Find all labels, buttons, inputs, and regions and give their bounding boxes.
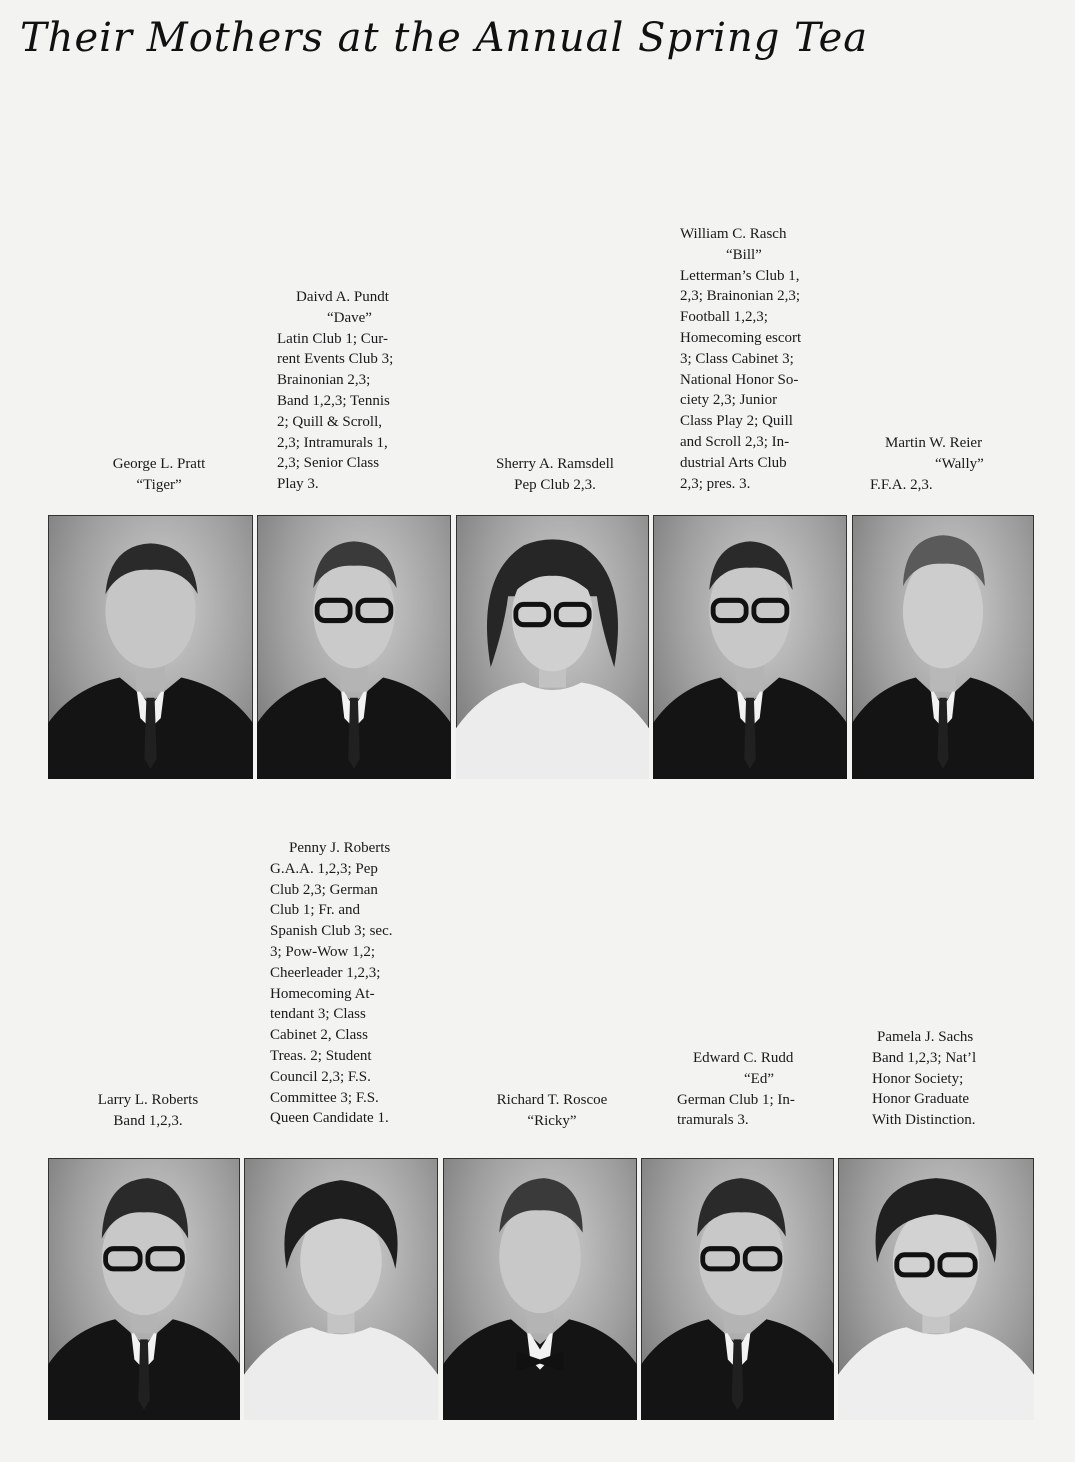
student-name: Pamela J. Sachs <box>877 1029 974 1045</box>
caption-line: With Distinction. <box>872 1112 976 1129</box>
caption-line: Spanish Club 3; sec. <box>270 923 393 940</box>
caption-line: Club 1; Fr. and <box>270 902 361 919</box>
student-name: Penny J. Roberts <box>289 840 391 856</box>
portrait-photo <box>653 515 847 779</box>
caption-line: dustrial Arts Club <box>680 454 787 471</box>
caption-line: “Dave” <box>327 309 372 326</box>
student-name: William C. Rasch <box>680 226 787 242</box>
portrait-photo <box>244 1158 438 1420</box>
caption-william-rasch <box>680 224 801 494</box>
caption-line: rent Events Club 3; <box>277 351 394 368</box>
caption-line: Play 3. <box>277 476 319 493</box>
portrait-silhouette <box>641 1158 834 1420</box>
student-name: Edward C. Rudd <box>693 1050 794 1066</box>
caption-line: 2,3; Brainonian 2,3; <box>680 288 800 305</box>
caption-pamela-sachs <box>872 1027 976 1131</box>
caption-line: “Tiger” <box>136 476 182 493</box>
portrait-photo <box>456 515 649 779</box>
caption-line: Latin Club 1; Cur- <box>277 330 388 347</box>
caption-david-pundt <box>277 287 393 495</box>
student-name: Richard T. Roscoe <box>496 1092 608 1108</box>
caption-line: Treas. 2; Student <box>270 1047 372 1064</box>
portrait-silhouette <box>838 1158 1034 1420</box>
caption-line: tramurals 3. <box>677 1112 749 1129</box>
portrait-silhouette <box>852 515 1034 779</box>
caption-line: “Ricky” <box>527 1112 577 1129</box>
caption-line: Cheerleader 1,2,3; <box>270 964 381 981</box>
caption-line: 2,3; Senior Class <box>277 455 380 472</box>
caption-line: Council 2,3; F.S. <box>270 1068 371 1085</box>
caption-line: Cabinet 2, Class <box>270 1027 368 1044</box>
caption-sherry-ramsdell <box>455 454 655 496</box>
portrait-photo <box>48 1158 240 1420</box>
caption-line: 2; Quill & Scroll, <box>277 413 382 430</box>
portrait-silhouette <box>244 1158 438 1420</box>
caption-line: Honor Society; <box>872 1070 964 1087</box>
student-name: Sherry A. Ramsdell <box>496 456 614 472</box>
caption-line: “Bill” <box>726 246 762 263</box>
caption-line: and Scroll 2,3; In- <box>680 433 790 450</box>
caption-line: Pep Club 2,3. <box>514 476 596 493</box>
caption-edward-rudd <box>677 1048 795 1131</box>
caption-larry-roberts <box>48 1090 248 1132</box>
caption-line: tendant 3; Class <box>270 1006 366 1023</box>
student-name: George L. Pratt <box>112 456 206 472</box>
caption-richard-roscoe <box>445 1090 659 1132</box>
caption-line: Homecoming escort <box>680 329 802 346</box>
caption-line: G.A.A. 1,2,3; Pep <box>270 860 378 877</box>
caption-line: Honor Graduate <box>872 1091 970 1108</box>
caption-penny-roberts <box>270 838 393 1129</box>
caption-line: “Ed” <box>744 1070 774 1087</box>
caption-line: “Wally” <box>935 455 984 472</box>
caption-martin-reier <box>870 433 984 495</box>
student-name: Daivd A. Pundt <box>296 289 389 305</box>
caption-line: 2,3; pres. 3. <box>680 475 751 492</box>
portrait-photo <box>48 515 253 779</box>
portrait-silhouette <box>257 515 451 779</box>
portrait-photo <box>641 1158 834 1420</box>
student-name: Larry L. Roberts <box>97 1092 199 1108</box>
caption-line: Football 1,2,3; <box>680 309 768 326</box>
caption-line: National Honor So- <box>680 371 799 388</box>
portrait-silhouette <box>48 515 253 779</box>
student-name: Martin W. Reier <box>885 435 983 451</box>
caption-george-pratt <box>48 454 270 496</box>
portrait-photo <box>852 515 1034 779</box>
portrait-photo <box>838 1158 1034 1420</box>
caption-line: 3; Class Cabinet 3; <box>680 350 794 367</box>
caption-line: Letterman’s Club 1, <box>680 267 800 284</box>
caption-line: Homecoming At- <box>270 985 375 1002</box>
caption-line: ciety 2,3; Junior <box>680 392 778 409</box>
portrait-silhouette <box>48 1158 240 1420</box>
caption-line: Class Play 2; Quill <box>680 413 793 430</box>
portrait-silhouette <box>456 515 649 779</box>
portrait-photo <box>443 1158 637 1420</box>
caption-line: Band 1,2,3; Tennis <box>277 392 390 409</box>
caption-line: Club 2,3; German <box>270 881 378 898</box>
portrait-silhouette <box>443 1158 637 1420</box>
caption-line: Queen Candidate 1. <box>270 1110 389 1127</box>
caption-line: 3; Pow-Wow 1,2; <box>270 943 376 960</box>
portrait-photo <box>257 515 451 779</box>
caption-line: Brainonian 2,3; <box>277 372 371 389</box>
caption-line: German Club 1; In- <box>677 1091 795 1108</box>
caption-line: Band 1,2,3. <box>113 1112 183 1129</box>
caption-line: Committee 3; F.S. <box>270 1089 379 1106</box>
caption-line: 2,3; Intramurals 1, <box>277 434 388 451</box>
portrait-silhouette <box>653 515 847 779</box>
caption-line: F.F.A. 2,3. <box>870 476 933 493</box>
page-title: Their Mothers at the Annual Spring Tea <box>20 15 869 61</box>
caption-line: Band 1,2,3; Nat’l <box>872 1049 977 1066</box>
